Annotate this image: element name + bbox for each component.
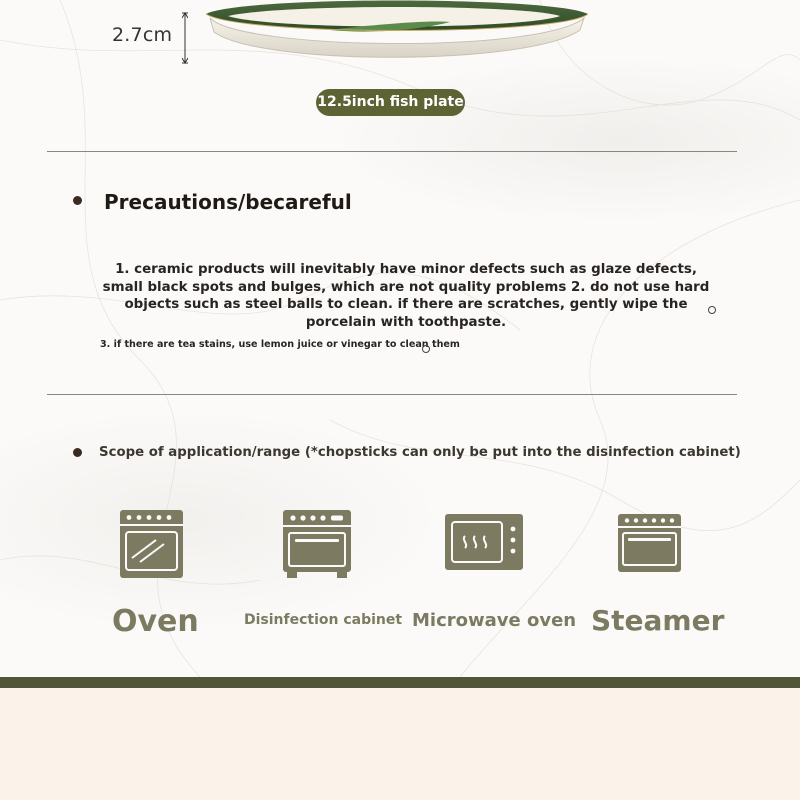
appliance-label-oven: Oven [112,604,199,639]
bottom-area [0,688,800,800]
appliance-oven [120,510,183,582]
appliance-label-microwave: Microwave oven [412,610,577,631]
scope-heading: Scope of application/range (*chopsticks can only be put into the disinfection cabinet) [99,445,741,460]
plate-name-badge: 12.5inch fish plate [316,89,465,116]
appliance-disinfection-cabinet [283,510,351,582]
plate-height-label: 2.7cm [112,24,173,46]
dimension-arrow-icon [182,12,188,64]
appliance-label-steamer: Steamer [591,604,725,637]
bottom-band [0,677,800,688]
precautions-paragraph-2: 3. if there are tea stains, use lemon juice or vinegar to clean them [100,339,460,350]
microwave-icon [445,514,523,570]
divider-middle [47,394,737,395]
disinfection-cabinet-icon [283,510,351,578]
appliance-microwave [445,514,523,574]
divider-top [47,151,737,152]
oven-icon [120,510,183,578]
bullet-icon [73,448,82,457]
precautions-paragraph-1: 1. ceramic products will inevitably have minor defects such as glaze defects, small black spots and bulges, which are not quality problems 2. do not use hard objects such as steel balls to clean. if there are scratches, gently wipe the porcelain with toothpaste. [102,262,710,330]
steamer-icon [618,514,681,572]
bullet-icon [73,196,82,205]
appliance-label-disinfection-cabinet: Disinfection cabinet [244,612,403,628]
precautions-heading: Precautions/becareful [104,190,352,214]
fish-plate-image [200,0,592,66]
ring-mark-icon [708,306,716,314]
ring-mark-icon [422,345,430,353]
appliance-steamer [618,514,681,576]
plate-height-dimension [112,12,192,64]
